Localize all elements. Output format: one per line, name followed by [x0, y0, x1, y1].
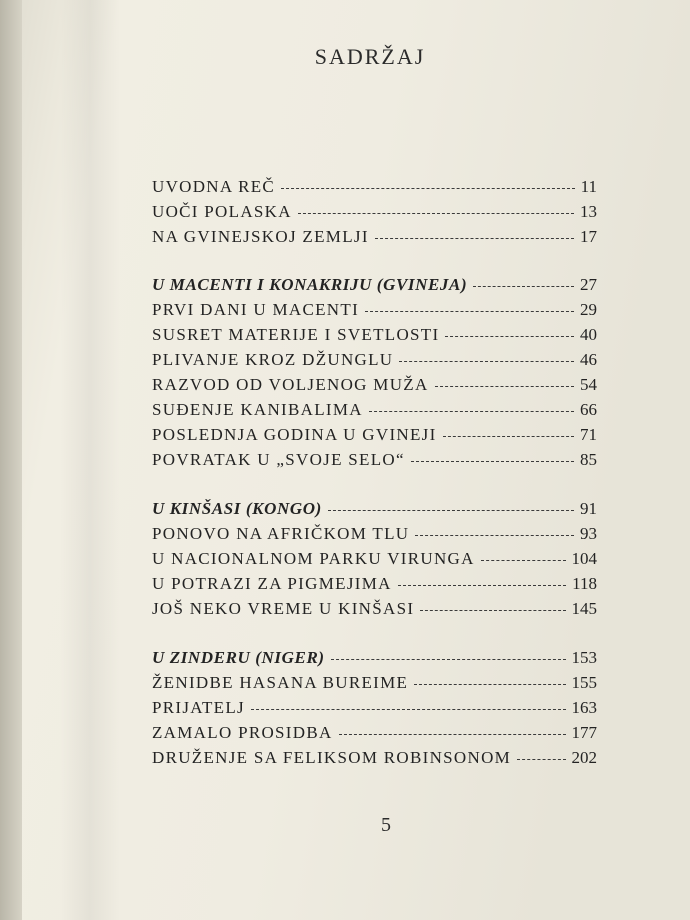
toc-page-number: 155	[571, 673, 597, 692]
dot-leader	[328, 509, 574, 511]
toc-entry-title: UOČI POLASKA	[152, 202, 292, 221]
page-title: SADRŽAJ	[314, 44, 426, 69]
toc-entry-title: U NACIONALNOM PARKU VIRUNGA	[152, 549, 475, 568]
dot-leader	[298, 212, 574, 214]
toc-entry	[152, 670, 597, 695]
dot-leader	[281, 187, 575, 189]
toc-page-number: 54	[580, 375, 597, 394]
toc-entry	[152, 596, 597, 621]
page-number-footer: 5	[381, 814, 391, 836]
toc-page-number: 145	[571, 599, 597, 618]
toc-entry	[152, 174, 597, 199]
dot-leader	[414, 683, 565, 685]
toc-entry	[152, 447, 597, 472]
toc-page-number: 85	[580, 450, 597, 469]
toc-entry-title: SUSRET MATERIJE I SVETLOSTI	[152, 325, 440, 344]
toc-page-number: 153	[571, 648, 597, 667]
toc-page-number: 13	[580, 202, 597, 221]
toc-entry	[152, 297, 597, 322]
toc-section-heading	[152, 496, 597, 521]
toc-page-number: 27	[580, 275, 597, 294]
toc-page-number: 104	[571, 549, 597, 568]
toc-entry-title: PRIJATELJ	[152, 698, 245, 717]
toc-section-heading	[152, 645, 597, 670]
toc-entry-title: ŽENIDBE HASANA BUREIME	[152, 673, 409, 692]
toc-entry-title: PONOVO NA AFRIČKOM TLU	[152, 524, 410, 543]
toc-section-heading	[152, 272, 597, 297]
dot-leader	[415, 534, 574, 536]
toc-entry	[152, 521, 597, 546]
toc-page-number: 202	[571, 748, 597, 767]
toc-entry-title: PLIVANJE KROZ DŽUNGLU	[152, 350, 394, 369]
toc-entry	[152, 546, 597, 571]
dot-leader	[398, 584, 566, 586]
book-gutter	[0, 0, 22, 920]
dot-leader	[411, 460, 574, 462]
toc-page-number: 71	[580, 425, 597, 444]
toc-entry-title: POSLEDNJA GODINA U GVINEJI	[152, 425, 437, 444]
toc-page-number: 40	[580, 325, 597, 344]
dot-leader	[473, 285, 574, 287]
toc-entry	[152, 571, 597, 596]
toc-entry	[152, 745, 597, 770]
toc-entry	[152, 347, 597, 372]
toc-page-number: 11	[580, 177, 597, 196]
toc-entry	[152, 224, 597, 249]
table-of-contents	[152, 174, 597, 770]
toc-entry-title: POVRATAK U „SVOJE SELO“	[152, 450, 405, 469]
toc-page-number: 177	[571, 723, 597, 742]
toc-entry-title: U KINŠASI (KONGO)	[152, 499, 322, 518]
spine-shadow	[60, 0, 120, 920]
dot-leader	[399, 360, 574, 362]
toc-entry-title: U POTRAZI ZA PIGMEJIMA	[152, 574, 392, 593]
dot-leader	[420, 609, 565, 611]
toc-entry-title: U ZINDERU (NIGER)	[152, 648, 325, 667]
dot-leader	[331, 658, 566, 660]
section-spacer	[152, 621, 597, 645]
dot-leader	[481, 559, 566, 561]
dot-leader	[375, 237, 574, 239]
toc-entry-title: JOŠ NEKO VREME U KINŠASI	[152, 599, 415, 618]
dot-leader	[435, 385, 574, 387]
section-spacer	[152, 249, 597, 272]
section-spacer	[152, 472, 597, 496]
toc-page-number: 91	[580, 499, 597, 518]
toc-entry-title: U MACENTI I KONAKRIJU (GVINEJA)	[152, 275, 468, 294]
toc-page-number: 93	[580, 524, 597, 543]
toc-entry-title: UVODNA REČ	[152, 177, 276, 196]
toc-entry-title: RAZVOD OD VOLJENOG MUŽA	[152, 375, 429, 394]
toc-entry-title: ZAMALO PROSIDBA	[152, 723, 333, 742]
dot-leader	[445, 335, 574, 337]
toc-entry-title: PRVI DANI U MACENTI	[152, 300, 360, 319]
toc-entry	[152, 720, 597, 745]
dot-leader	[251, 708, 566, 710]
dot-leader	[443, 435, 574, 437]
toc-entry-title: SUĐENJE KANIBALIMA	[152, 400, 363, 419]
toc-page-number: 66	[580, 400, 597, 419]
toc-page-number: 163	[571, 698, 597, 717]
dot-leader	[369, 410, 574, 412]
toc-entry-title: DRUŽENJE SA FELIKSOM ROBINSONOM	[152, 748, 512, 767]
toc-entry	[152, 372, 597, 397]
toc-entry	[152, 397, 597, 422]
toc-entry	[152, 199, 597, 224]
toc-page-number: 118	[572, 574, 597, 593]
toc-page-number: 29	[580, 300, 597, 319]
dot-leader	[517, 758, 565, 760]
toc-entry-title: NA GVINEJSKOJ ZEMLJI	[152, 227, 369, 246]
toc-entry	[152, 322, 597, 347]
toc-entry	[152, 422, 597, 447]
toc-page-number: 46	[580, 350, 597, 369]
dot-leader	[365, 310, 574, 312]
dot-leader	[339, 733, 566, 735]
toc-entry	[152, 695, 597, 720]
toc-page-number: 17	[580, 227, 597, 246]
